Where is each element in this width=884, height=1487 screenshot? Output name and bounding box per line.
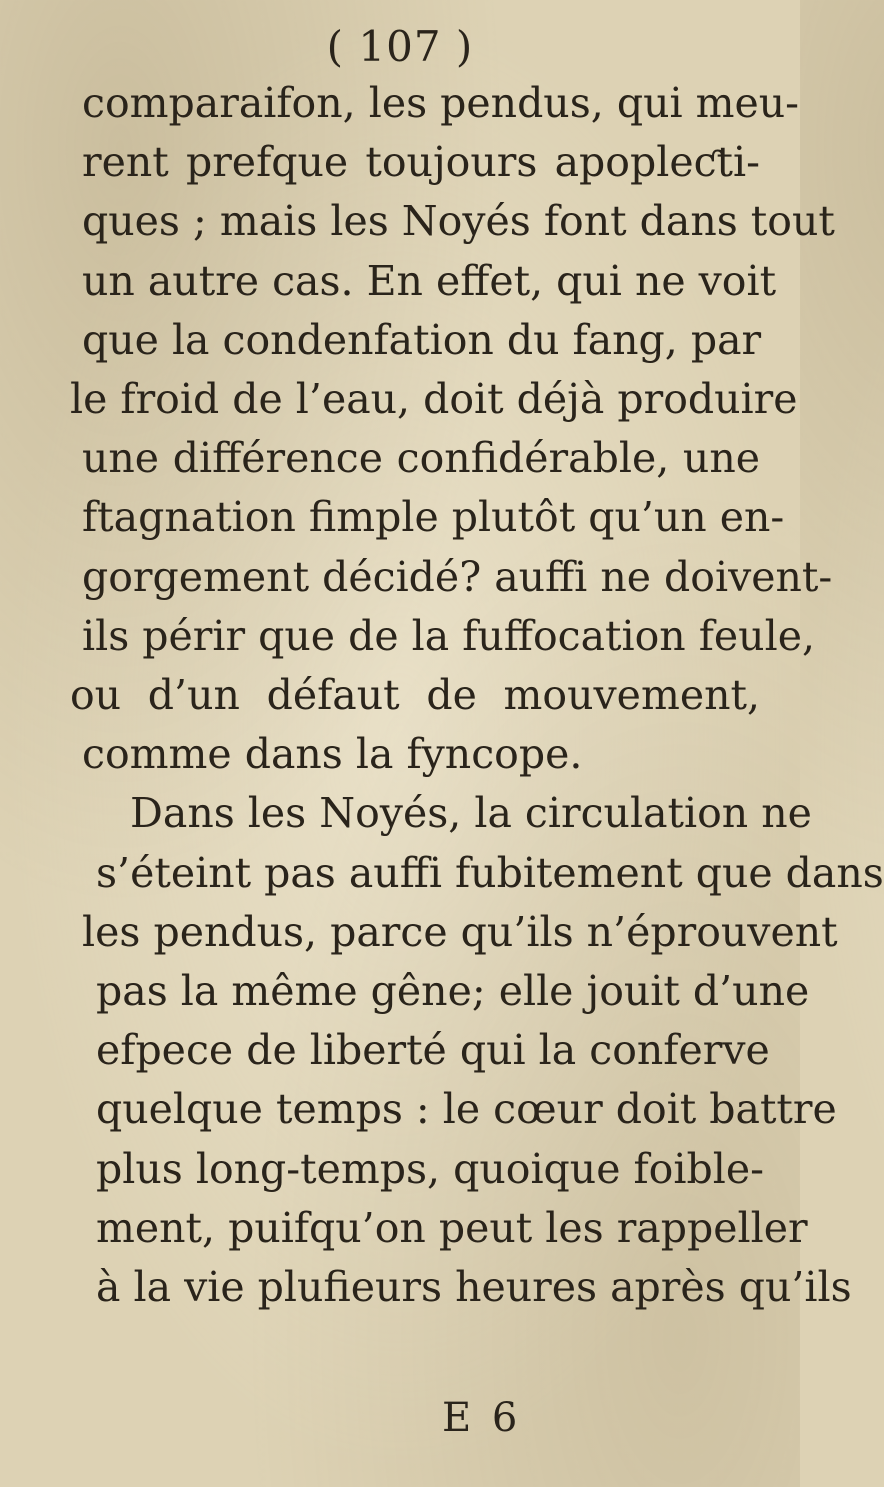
text-line: à la vie plufieurs heures après qu’ils	[96, 1263, 852, 1312]
text-line: que la condenfation du fang, par	[82, 315, 762, 364]
text-line: efpece de liberté qui la conferve	[96, 1026, 770, 1075]
text-line: comme dans la fyncope.	[82, 730, 583, 779]
text-line: quelque temps : le cœur doit battre	[96, 1085, 837, 1134]
text-line: gorgement décidé? auffi ne doivent-	[82, 552, 833, 601]
text-line: rent prefque toujours apopleƈti-	[82, 138, 760, 187]
text-line: s’éteint pas auffi fubitement que dans	[96, 848, 884, 897]
text-line: ftagnation fimple plutôt qu’un en-	[82, 493, 785, 542]
signature-mark: E 6	[442, 1395, 522, 1441]
page-number: ( 107 )	[326, 22, 474, 71]
text-line: Dans les Noyés, la circulation ne	[130, 789, 812, 838]
text-line: pas la même gêne; elle jouit d’une	[96, 967, 810, 1016]
text-line: un autre cas. En effet, qui ne voit	[82, 256, 777, 305]
text-line: comparaifon, les pendus, qui meu-	[82, 79, 800, 127]
text-line: plus long-temps, quoique foible-	[96, 1144, 764, 1193]
text-line: une différence confidérable, une	[82, 434, 760, 483]
text-line: les pendus, parce qu’ils n’éprouvent	[82, 907, 838, 956]
text-line: ment, puifqu’on peut les rappeller	[96, 1203, 808, 1252]
text-line: ques ; mais les Noyés font dans tout	[82, 197, 835, 246]
body-text	[60, 74, 884, 1317]
text-line: ou d’un défaut de mouvement,	[70, 671, 760, 720]
text-line: ils périr que de la fuffocation feule,	[82, 611, 815, 660]
text-line: le froid de l’eau, doit déjà produire	[70, 375, 798, 424]
